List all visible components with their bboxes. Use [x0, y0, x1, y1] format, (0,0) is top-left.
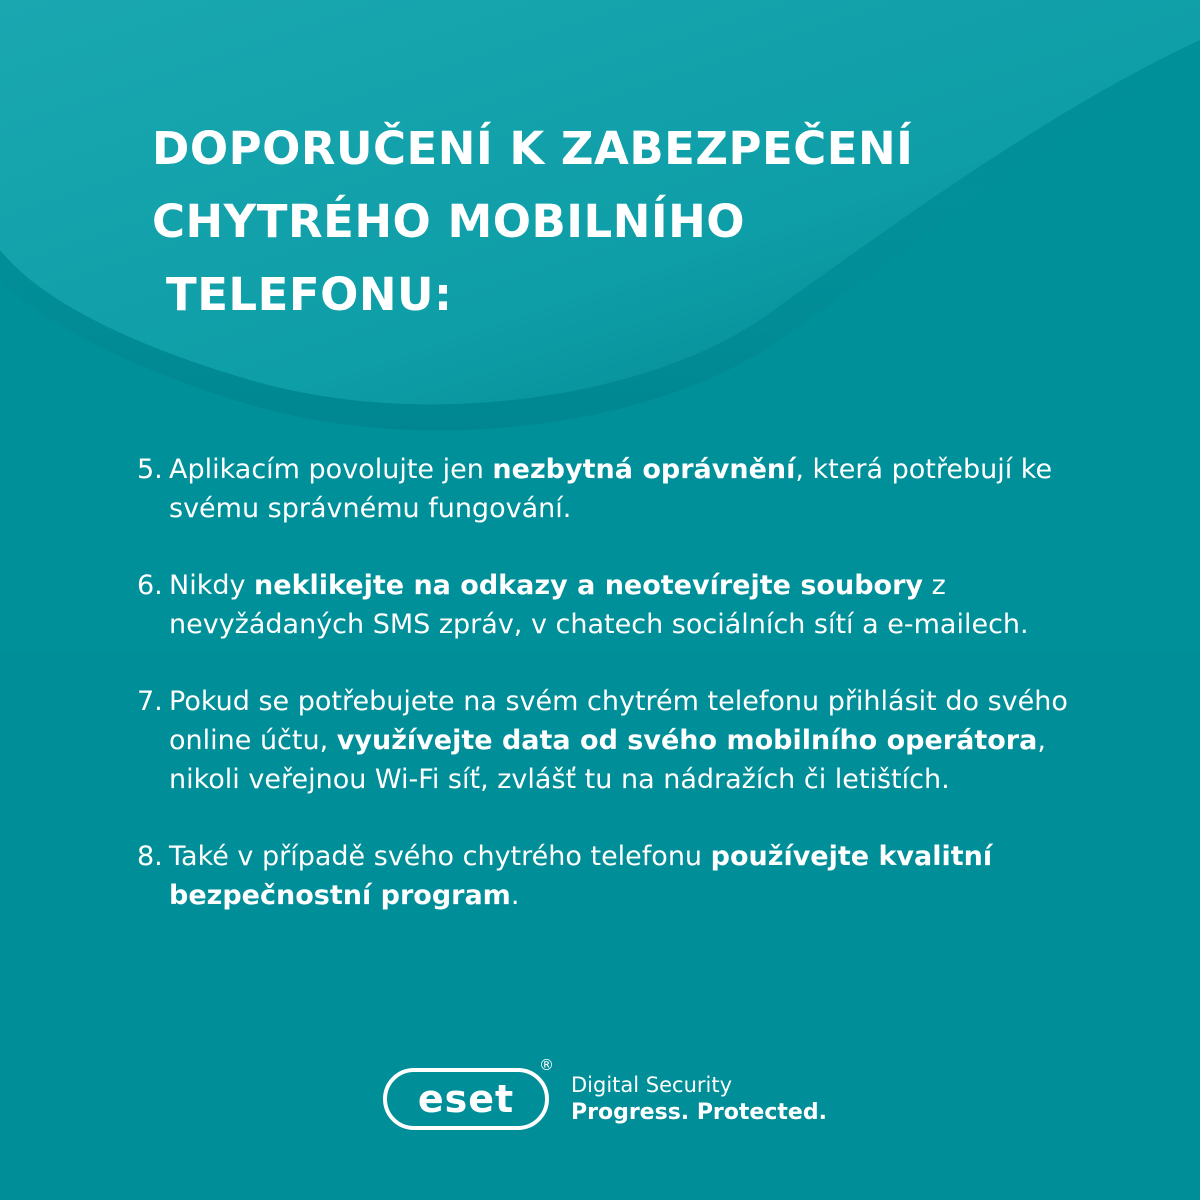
tagline-line-2: Progress. Protected. — [571, 1100, 827, 1125]
tip-item — [137, 837, 1097, 915]
tagline — [571, 1072, 827, 1126]
eset-brand — [383, 1056, 843, 1136]
tip-number: 6. — [137, 570, 163, 601]
tip-emphasis: používejte kvalitní bezpečnostní program — [169, 841, 993, 911]
title-line-1: DOPORUČENÍ K ZABEZPEČENÍ — [152, 122, 914, 175]
title-line-2: CHYTRÉHO MOBILNÍHO — [152, 195, 746, 248]
tip-text: Také v případě svého chytrého telefonu — [169, 841, 711, 872]
tip-text: , nikoli veřejnou Wi-Fi síť, zvlášť tu na nádražích či letištích. — [169, 725, 1046, 795]
tip-text: Nikdy — [169, 570, 255, 601]
tip-text: Pokud se potřebujete na svém chytrém telefonu přihlásit do svého online účtu, — [169, 686, 1068, 756]
tip-emphasis: využívejte data od svého mobilního operátora — [336, 725, 1038, 756]
tip-item — [137, 682, 1097, 799]
tagline-line-1: Digital Security — [571, 1073, 733, 1097]
svg-text:eset: eset — [417, 1077, 515, 1121]
page-title — [152, 112, 1052, 331]
tip-number: 7. — [137, 686, 163, 717]
tip-item — [137, 450, 1097, 528]
tip-item — [137, 566, 1097, 644]
tip-text: z nevyžádaných SMS zpráv, v chatech sociálních sítí a e-mailech. — [169, 570, 1029, 640]
registered-mark: ® — [539, 1056, 554, 1074]
tip-emphasis: nezbytná oprávnění — [492, 454, 796, 485]
tip-number: 8. — [137, 841, 163, 872]
tips-list — [137, 450, 1097, 953]
tip-text: Aplikacím povolujte jen — [169, 454, 493, 485]
tip-text: , která potřebují ke svému správnému fungování. — [169, 454, 1053, 524]
title-line-3: TELEFONU: — [166, 268, 453, 321]
tip-number: 5. — [137, 454, 163, 485]
tip-emphasis: neklikejte na odkazy a neotevírejte soubory — [254, 570, 923, 601]
eset-logo — [383, 1068, 549, 1130]
tip-text: . — [510, 880, 520, 911]
